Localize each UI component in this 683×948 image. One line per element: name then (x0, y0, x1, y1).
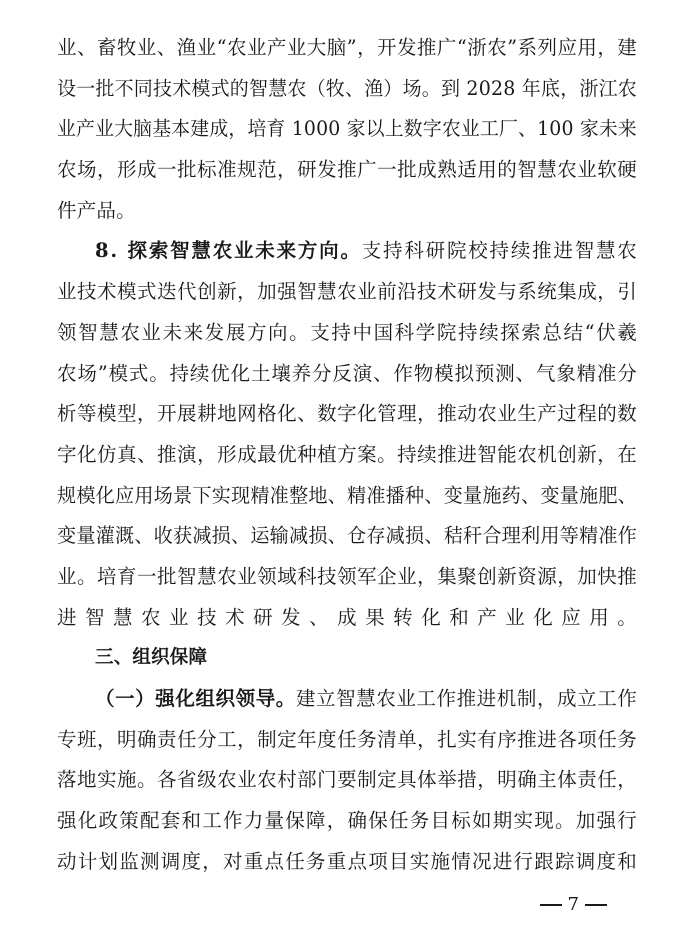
text-line (57, 28, 637, 69)
section-heading (57, 638, 637, 679)
page-number: 7 (567, 894, 579, 915)
text-line (57, 394, 637, 435)
text-line (57, 69, 637, 110)
text-line (57, 598, 646, 639)
line-text: 农场”模式。持续优化土壤养分反演、作物模拟预测、气象精准分 (57, 361, 638, 385)
line-text: 进智慧农业技术研发、成果转化和产业化应用。 (57, 605, 646, 629)
footer-dash-left (540, 904, 562, 906)
line-text: 字化仿真、推演，形成最优种植方案。持续推进智能农机创新，在 (57, 442, 638, 466)
paragraph-8-first-line (57, 231, 637, 272)
text-line (57, 516, 637, 557)
text-line (57, 760, 637, 801)
line-text: 变量灌溉、收获减损、运输减损、仓存减损、秸秆合理利用等精准作 (57, 524, 638, 548)
text-line (57, 476, 637, 517)
text-line (57, 801, 637, 842)
line-text: 析等模型，开展耕地网格化、数字化管理，推动农业生产过程的数 (57, 402, 638, 426)
line-text: 支持科研院校持续推进智慧农 (361, 239, 639, 263)
subsection-first-line (57, 679, 637, 720)
text-line (57, 109, 637, 150)
line-text: 专班，明确责任分工，制定年度任务清单，扎实有序推进各项任务 (57, 727, 638, 751)
text-line (57, 435, 637, 476)
text-line (57, 720, 637, 761)
line-text: 动计划监测调度，对重点任务重点项目实施情况进行跟踪调度和 (57, 849, 639, 873)
line-text: 件产品。 (57, 198, 136, 222)
line-text: 业、畜牧业、渔业“农业产业大脑”，开发推广“浙农”系列应用，建 (57, 36, 638, 59)
line-text: 建立智慧农业工作推进机制，成立工作 (295, 687, 638, 710)
footer-dash-right (585, 904, 607, 906)
line-text: 业产业大脑基本建成，培育 1000 家以上数字农业工厂、100 家未来 (57, 117, 637, 141)
text-line (57, 842, 637, 883)
text-line (57, 272, 637, 313)
line-text: 强化政策配套和工作力量保障，确保任务目标如期实现。加强行 (57, 809, 639, 833)
section-heading-text: 三、组织保障 (95, 647, 208, 669)
text-line (57, 191, 637, 232)
page-footer (540, 893, 607, 917)
subsection-lead: （一）强化组织领导。 (95, 687, 296, 710)
line-text: 设一批不同技术模式的智慧农（牧、渔）场。到 2028 年底，浙江农 (57, 76, 638, 100)
text-line (57, 150, 637, 191)
line-text: 业。培育一批智慧农业领域科技领军企业，集聚创新资源，加快推 (57, 564, 638, 588)
text-line (57, 557, 637, 598)
line-text: 规模化应用场景下实现精准整地、精准播种、变量施药、变量施肥、 (57, 483, 638, 507)
body-text (57, 28, 646, 882)
line-text: 农场，形成一批标准规范，研发推广一批成熟适用的智慧农业软硬 (57, 158, 638, 182)
line-text: 落地实施。各省级农业农村部门要制定具体举措，明确主体责任， (57, 768, 638, 792)
line-text: 领智慧农业未来发展方向。支持中国科学院持续探索总结“伏羲 (57, 320, 639, 344)
text-line (57, 354, 637, 395)
paragraph-8-lead: 8. 探索智慧农业未来方向。 (95, 239, 362, 263)
line-text: 业技术模式迭代创新，加强智慧农业前沿技术研发与系统集成，引 (57, 280, 638, 304)
text-line (57, 313, 637, 354)
